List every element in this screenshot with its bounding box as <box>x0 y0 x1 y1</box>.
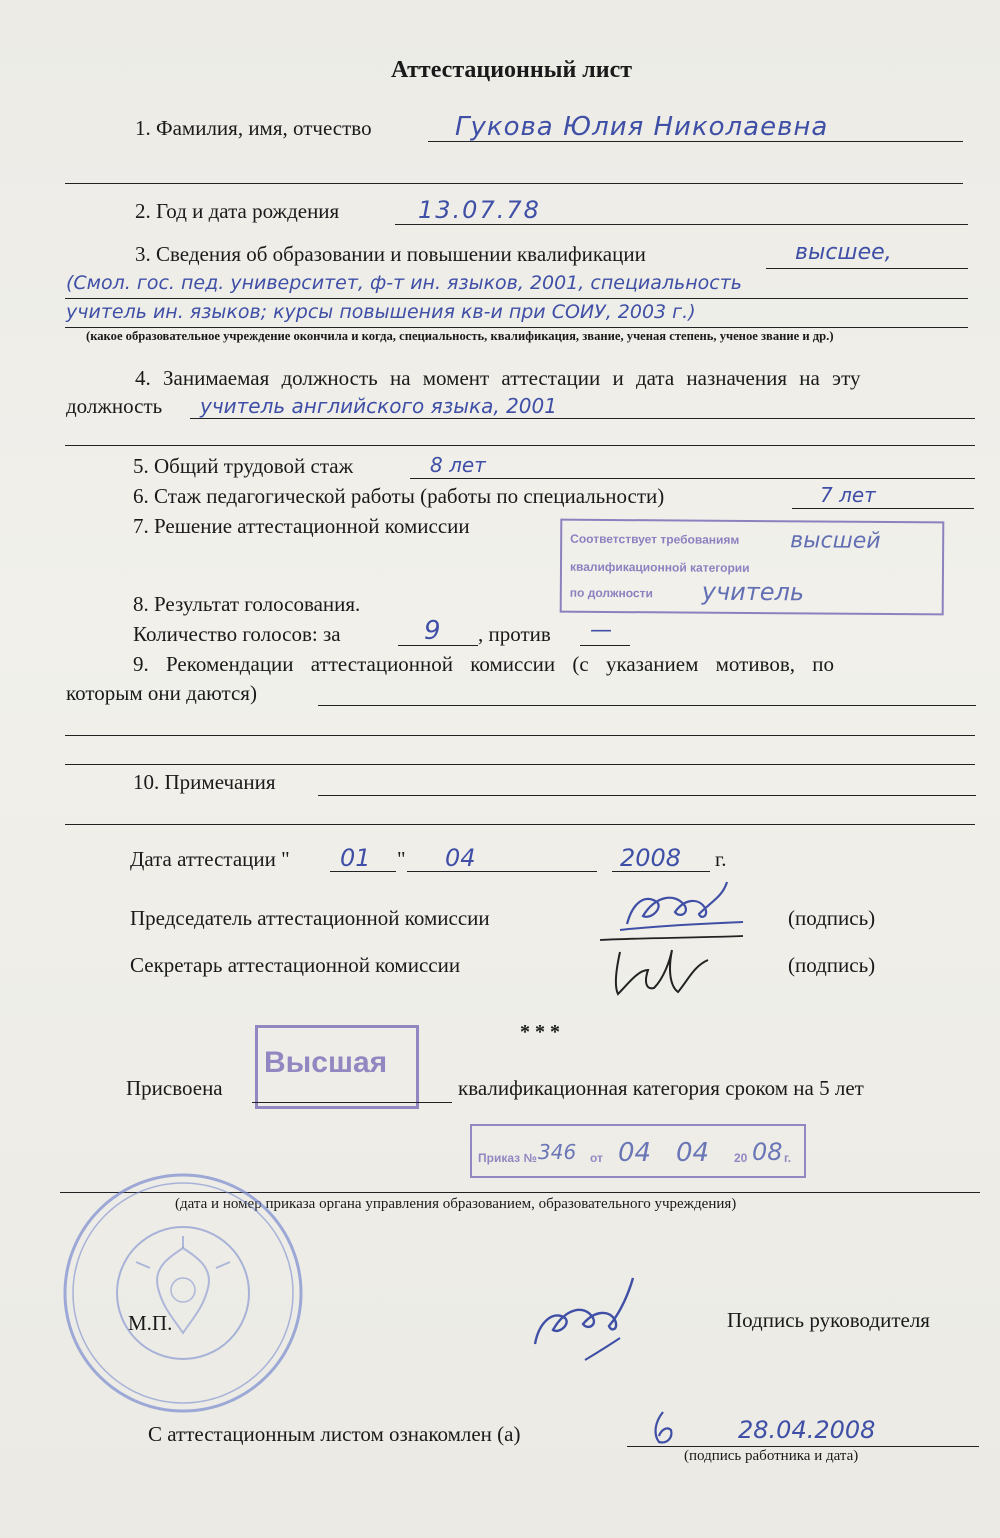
date-month: 04 <box>445 844 476 872</box>
position-value: учитель английского языка, 2001 <box>200 394 557 418</box>
stars-divider: * * * <box>520 1021 560 1043</box>
ped-exp-label: 6. Стаж педагогической работы (работы по специальности) <box>133 484 665 508</box>
secretary-sign-hint: (подпись) <box>788 953 876 977</box>
date-year: 2008 <box>620 844 682 872</box>
order-stamp-prefix: Приказ № <box>478 1151 537 1165</box>
order-stamp-century: 20 <box>734 1151 748 1165</box>
votes-for-value: 9 <box>424 616 441 646</box>
recommend-line-2 <box>65 735 975 736</box>
recommend-label-1: 9. Рекомендации аттестационной комиссии (с указанием мотивов, по <box>133 652 834 676</box>
fio-label: 1. Фамилия, имя, отчество <box>135 116 372 140</box>
votes-for-label: Количество голосов: за <box>133 622 341 646</box>
total-exp-value: 8 лет <box>430 453 486 477</box>
notes-line-1 <box>318 795 976 796</box>
decision-stamp-line-2: квалификационной категории <box>569 559 750 575</box>
assigned-line <box>252 1102 452 1103</box>
ped-exp-value: 7 лет <box>820 483 876 507</box>
order-stamp-month: 04 <box>676 1138 710 1168</box>
decision-stamp-value-3: учитель <box>701 577 805 607</box>
edu-value-3: учитель ин. языков; курсы повышения кв-и при СОИУ, 2003 г.) <box>66 301 696 323</box>
edu-label: 3. Сведения об образовании и повышении квалификации <box>135 242 646 266</box>
order-hint: (дата и номер приказа органа управления образованием, образовательного учреждения) <box>175 1196 737 1212</box>
recommend-line-1 <box>318 705 976 706</box>
birth-line <box>395 224 968 225</box>
edu-line-3 <box>65 327 968 328</box>
order-stamp-year: 08 <box>752 1138 783 1166</box>
assigned-suffix: квалификационная категория сроком на 5 лет <box>458 1076 864 1100</box>
decision-label: 7. Решение аттестационной комиссии <box>133 514 470 538</box>
official-seal <box>58 1168 308 1418</box>
edu-value-1: высшее, <box>795 240 892 265</box>
edu-line-1 <box>766 268 968 269</box>
birth-label: 2. Год и дата рождения <box>135 199 340 223</box>
edu-value-2: (Смол. гос. пед. университет, ф-т ин. языков, 2001, специальность <box>66 272 742 294</box>
category-stamp-text: Высшая <box>264 1046 388 1079</box>
total-exp-label: 5. Общий трудовой стаж <box>133 454 354 478</box>
ack-hint: (подпись работника и дата) <box>684 1448 859 1464</box>
total-exp-line <box>410 478 975 479</box>
votes-against-label: , против <box>478 622 551 646</box>
chair-sign-hint: (подпись) <box>788 906 876 930</box>
assigned-label: Присвоена <box>126 1076 223 1100</box>
birth-value: 13.07.78 <box>418 196 541 224</box>
notes-label: 10. Примечания <box>133 770 276 794</box>
date-day: 01 <box>340 844 371 872</box>
category-stamp <box>255 1025 419 1109</box>
decision-stamp-line-3: по должности <box>569 585 653 601</box>
head-signature <box>525 1272 655 1362</box>
ack-signature <box>645 1408 685 1448</box>
order-stamp-from: от <box>590 1151 603 1165</box>
votes-against-line <box>580 645 630 646</box>
mp-label: М.П. <box>128 1311 173 1335</box>
order-stamp-year-suffix: г. <box>784 1151 792 1165</box>
secretary-signature <box>598 930 748 1000</box>
decision-stamp-value-1: высшей <box>790 528 881 554</box>
order-stamp-number: 346 <box>538 1140 577 1164</box>
edu-hint: (какое образовательное учреждение окончила и когда, специальность, квалификация, звание, ученая степень, ученое звание и др.) <box>86 329 834 343</box>
notes-line-2 <box>65 824 975 825</box>
fio-value: Гукова Юлия Николаевна <box>455 112 829 142</box>
document-title: Аттестационный лист <box>391 57 633 83</box>
date-suffix: г. <box>715 847 727 871</box>
vote-label: 8. Результат голосования. <box>133 592 361 616</box>
chair-label: Председатель аттестационной комиссии <box>130 906 490 930</box>
ped-exp-line <box>792 508 974 509</box>
ack-value: 28.04.2008 <box>738 1416 876 1444</box>
head-sign-label: Подпись руководителя <box>727 1308 930 1332</box>
secretary-label: Секретарь аттестационной комиссии <box>130 953 461 977</box>
order-stamp-day: 04 <box>618 1138 652 1168</box>
decision-stamp-line-1: Соответствует требованиям <box>570 531 740 547</box>
position-line-2 <box>65 445 975 446</box>
ack-label: С аттестационным листом ознакомлен (а) <box>148 1422 521 1446</box>
date-month-line <box>407 871 597 872</box>
edu-line-2 <box>65 298 968 299</box>
votes-against-value: — <box>590 618 612 643</box>
decision-stamp <box>560 519 945 616</box>
position-label-2: должность <box>66 394 163 418</box>
date-quote: " <box>397 847 406 871</box>
recommend-line-3 <box>65 764 975 765</box>
position-label-1: 4. Занимаемая должность на момент аттестации и дата назначения на эту <box>135 366 861 390</box>
fio-line-2 <box>65 183 963 184</box>
position-line <box>190 418 975 419</box>
recommend-label-2: которым они даются) <box>66 681 257 705</box>
order-stamp <box>470 1124 806 1178</box>
date-label: Дата аттестации " <box>130 847 290 871</box>
